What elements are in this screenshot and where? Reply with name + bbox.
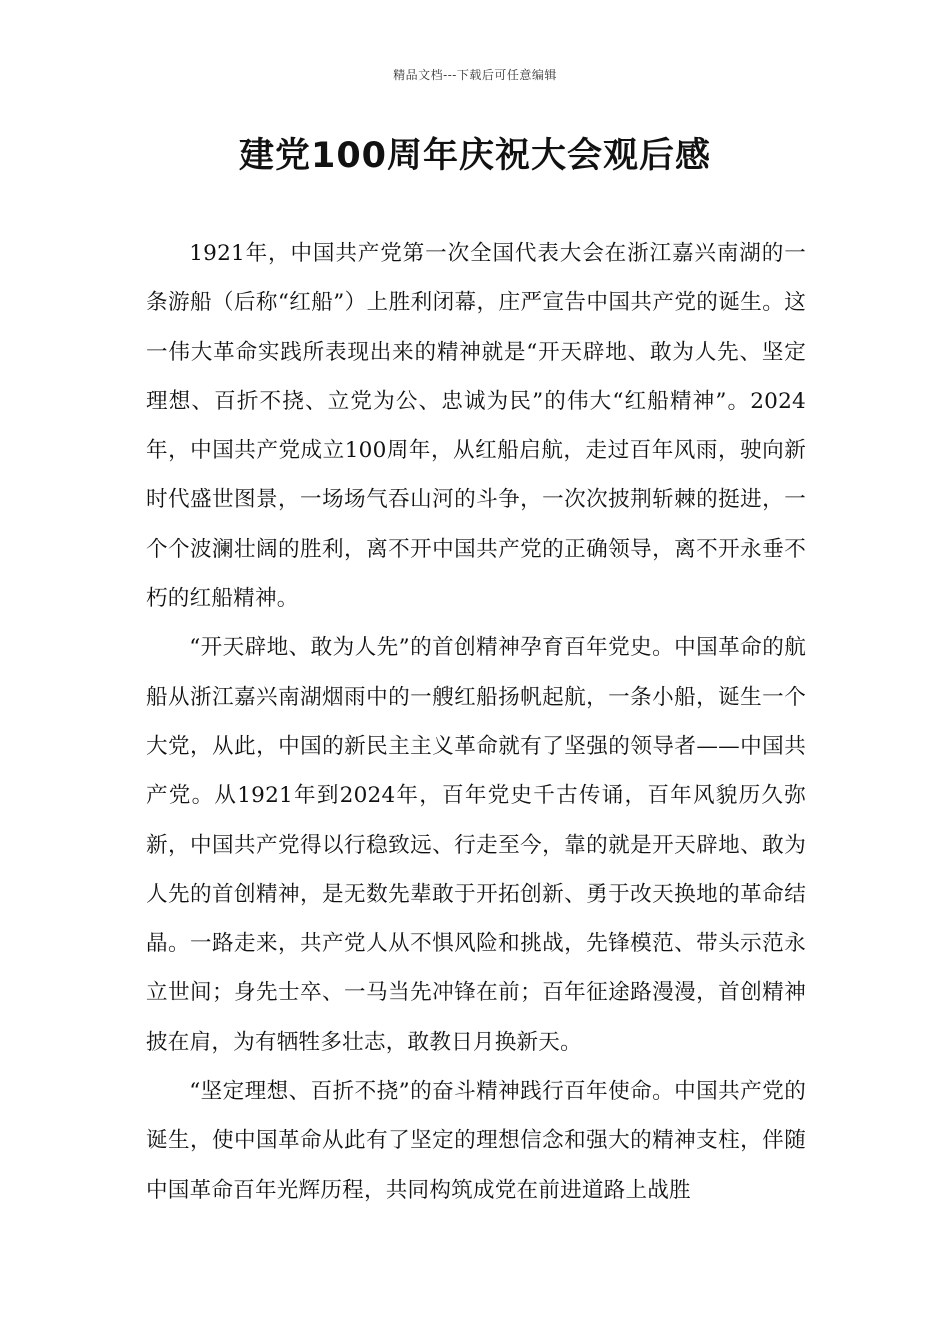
paragraph-2: “开天辟地、敢为人先”的首创精神孕育百年党史。中国革命的航船从浙江嘉兴南湖烟雨中的一艘红船扬帆起航，一条小船，诞生一个大党，从此，中国的新民主主义革命就有了坚强的领导者——中国共产党。从1921年到2024年，百年党史千古传诵，百年风貌历久弥新，中国共产党得以行稳致远、行走至今，靠的就是开天辟地、敢为人先的首创精神，是无数先辈敢于开拓创新、勇于改天换地的革命结晶。一路走来，共产党人从不惧风险和挑战，先锋模范、带头示范永立世间；身先士卒、一马当先冲锋在前；百年征途路漫漫，首创精神披在肩，为有牺牲多壮志，敢教日月换新天。 [146, 635, 806, 1055]
paragraph-1: 1921年，中国共产党第一次全国代表大会在浙江嘉兴南湖的一条游船（后称“红船”）上胜利闭幕，庄严宣告中国共产党的诞生。这一伟大革命实践所表现出来的精神就是“开天辟地、敢为人先、坚定理想、百折不挠、立党为公、忠诚为民”的伟大“红船精神”。2024年，中国共产党成立100周年，从红船启航，走过百年风雨，驶向新时代盛世图景，一场场气吞山河的斗争，一次次披荆斩棘的挺进，一个个波澜壮阔的胜利，离不开中国共产党的正确领导，离不开永垂不朽的红船精神。 [146, 241, 806, 612]
header-note: 精品文档---下载后可任意编辑 [393, 68, 557, 82]
paragraph-3: “坚定理想、百折不挠”的奋斗精神践行百年使命。中国共产党的诞生，使中国革命从此有了坚定的理想信念和强大的精神支柱，伴随中国革命百年光辉历程，共同构筑成党在前进道路上战胜 [146, 1079, 806, 1203]
document-body [146, 229, 806, 1215]
document-title: 建党100周年庆祝大会观后感 [238, 136, 712, 176]
